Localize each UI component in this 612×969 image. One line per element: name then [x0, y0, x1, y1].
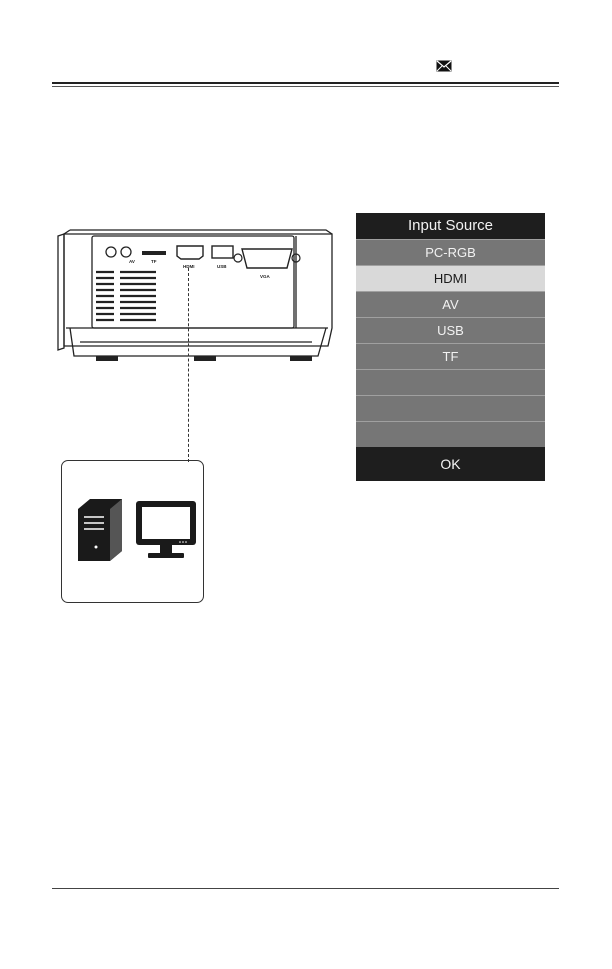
menu-item-list	[356, 239, 545, 447]
menu-item-pc-rgb[interactable]: PC-RGB	[356, 239, 545, 265]
projector-illustration	[56, 216, 336, 366]
envelope-icon	[436, 60, 452, 72]
footer-rule	[52, 888, 559, 889]
menu-item-empty[interactable]	[356, 395, 545, 421]
input-source-menu	[356, 213, 545, 481]
desktop-tower-icon	[76, 497, 124, 563]
header-rule	[52, 82, 559, 84]
hdmi-connection-line	[188, 268, 189, 462]
menu-item-empty[interactable]	[356, 421, 545, 447]
port-label-av: AV	[129, 259, 135, 264]
header-rule-thin	[52, 86, 559, 87]
menu-item-empty[interactable]	[356, 369, 545, 395]
port-label-hdmi: HDMI	[183, 264, 195, 269]
menu-item-av[interactable]: AV	[356, 291, 545, 317]
port-label-usb: USB	[217, 264, 227, 269]
menu-item-tf[interactable]: TF	[356, 343, 545, 369]
source-device-box	[61, 460, 204, 603]
menu-item-usb[interactable]: USB	[356, 317, 545, 343]
monitor-icon	[134, 499, 198, 563]
menu-title: Input Source	[356, 213, 545, 239]
port-label-tf: TF	[151, 259, 157, 264]
menu-item-hdmi[interactable]: HDMI	[356, 265, 545, 291]
port-label-vga: VGA	[260, 274, 270, 279]
ok-button[interactable]: OK	[356, 447, 545, 481]
